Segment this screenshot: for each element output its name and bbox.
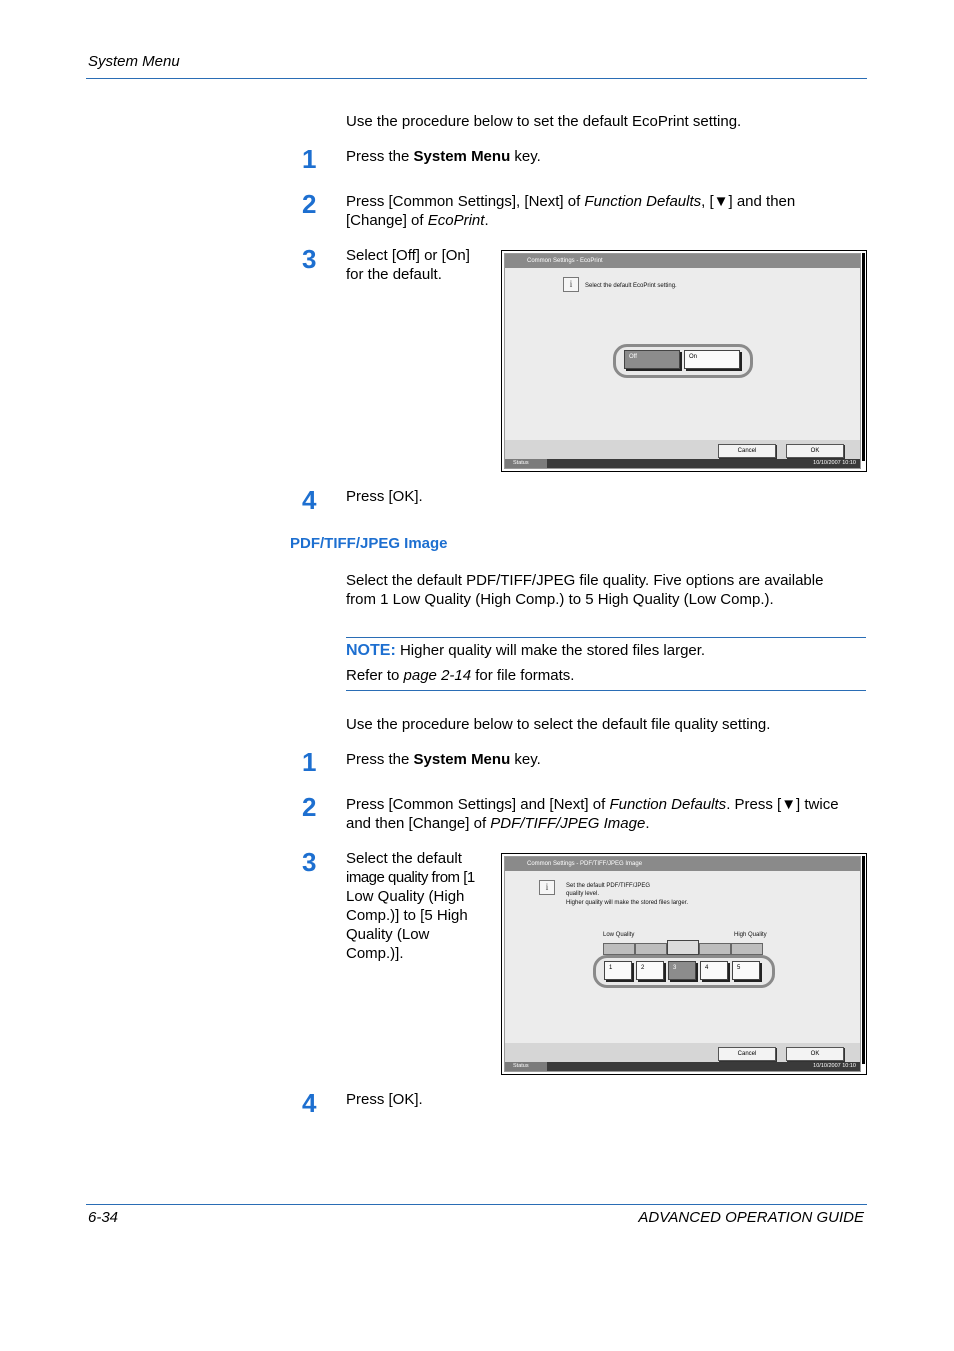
step-number: 3 [302,244,317,274]
step-text: Press the System Menu key. [346,148,541,165]
quality-image-icon [667,940,699,955]
footer-rule [86,1204,867,1205]
step-text: Press [Common Settings] and [Next] of Function Defaults. Press [▼] twice and then [Change] of PDF/TIFF/JPEG Image. [346,796,839,832]
quality-button-2[interactable]: 2 [636,961,664,980]
page-number: 6-34 [88,1209,119,1226]
step-text: Press [Common Settings], [Next] of Function Defaults, [▼] and then [Change] of EcoPrint. [346,193,796,229]
screen-message: quality level. [566,891,600,897]
screen-message: Select the default EcoPrint setting. [585,283,677,289]
ecoprint-intro: Use the procedure below to set the default EcoPrint setting. [346,113,742,130]
quality-screen [501,853,867,1075]
quality-option-group [593,955,775,988]
step-number: 1 [302,747,317,777]
status-bar [505,459,860,468]
step-text: Press [OK]. [346,1091,423,1108]
section-heading: PDF/TIFF/JPEG Image [290,535,448,552]
ecoprint-screen [501,250,867,472]
screen-message: Set the default PDF/TIFF/JPEG [566,883,651,889]
running-header: System Menu [88,53,180,70]
quality-image-icon [699,943,731,955]
step-text: Select the default image quality from [1 Low Quality (High Comp.)] to [5 High Quality (Low Comp.)]. [346,850,475,962]
note: NOTE: Higher quality will make the stored files larger. [346,642,706,659]
quality-description: Select the default PDF/TIFF/JPEG file quality. Five options are available from 1 Low Quality (High Comp.) to 5 High Quality (Low Comp.). [346,572,824,608]
quality-intro: Use the procedure below to select the default file quality setting. [346,716,771,733]
screen-title: Common Settings - EcoPrint [505,254,860,268]
low-quality-label: Low Quality [603,932,635,938]
quality-button-1[interactable]: 1 [604,961,632,980]
screen-message: Higher quality will make the stored files larger. [566,900,689,906]
status-bar [505,1062,860,1071]
quality-button-4[interactable]: 4 [700,961,728,980]
ok-button[interactable]: OK [786,1047,844,1061]
info-icon: i [539,880,555,895]
screen-title: Common Settings - PDF/TIFF/JPEG Image [505,857,860,871]
info-icon: i [563,277,579,292]
off-button[interactable]: Off [624,350,680,369]
scrollbar [862,856,865,1064]
step-number: 4 [302,1088,317,1118]
quality-button-5[interactable]: 5 [732,961,760,980]
status-time: 10/10/2007 10:10 [813,1063,856,1069]
option-group [613,344,753,378]
status-time: 10/10/2007 10:10 [813,460,856,466]
step-number: 2 [302,792,317,822]
step-number: 4 [302,485,317,515]
status-label[interactable]: Status [505,1062,547,1071]
note-rule-top [346,637,866,638]
guide-title: ADVANCED OPERATION GUIDE [638,1209,864,1226]
note-rule-bottom [346,690,866,691]
quality-image-icon [635,943,667,955]
quality-button-3[interactable]: 3 [668,961,696,980]
quality-image-icon [731,943,763,955]
header-rule [86,78,867,79]
cancel-button[interactable]: Cancel [718,444,776,458]
status-label[interactable]: Status [505,459,547,468]
note-reference: Refer to page 2-14 for file formats. [346,667,575,684]
ok-button[interactable]: OK [786,444,844,458]
button-bar [505,440,860,460]
step-number: 1 [302,144,317,174]
on-button[interactable]: On [684,350,740,369]
step-text: Select [Off] or [On] for the default. [346,247,470,283]
high-quality-label: High Quality [734,932,767,938]
button-bar [505,1043,860,1063]
scrollbar [862,253,865,461]
step-number: 3 [302,847,317,877]
step-text: Press the System Menu key. [346,751,541,768]
cancel-button[interactable]: Cancel [718,1047,776,1061]
step-text: Press [OK]. [346,488,423,505]
step-number: 2 [302,189,317,219]
quality-image-icon [603,943,635,955]
